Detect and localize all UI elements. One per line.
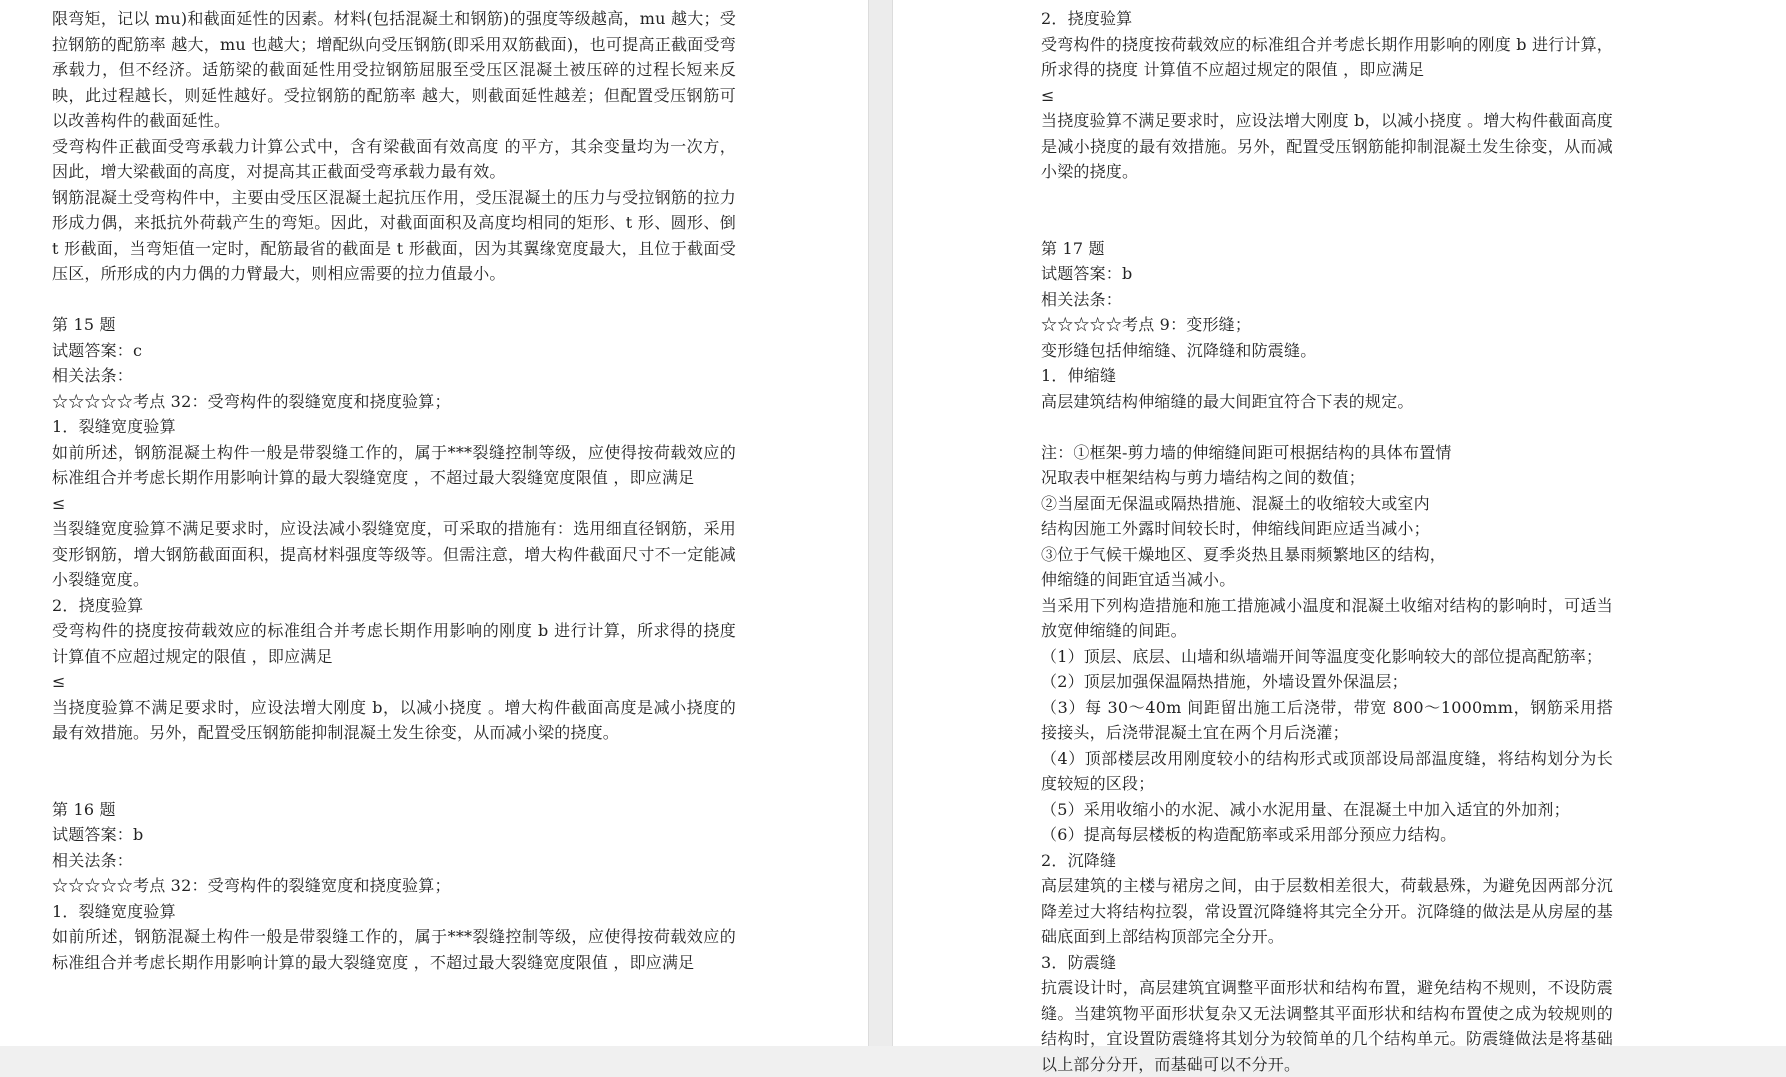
text-line: 高层建筑结构伸缩缝的最大间距宜符合下表的规定。 (1041, 391, 1414, 411)
text-line: ≤ (1041, 85, 1055, 105)
text-line: 结构因施工外露时间较长时，伸缩线间距应适当减小； (1041, 519, 1430, 538)
text-line: ≤ (52, 493, 66, 513)
blank-line (52, 746, 736, 772)
text-line: ≤ (52, 672, 66, 691)
page-left (0, 0, 868, 1046)
text-line: 如前所述，钢筋混凝土构件一般是带裂缝工作的，属于***裂缝控制等级，应使得按荷载效应的标准组合并考虑长期作用影响计算的最大裂缝宽度 ，不超过最大裂缝宽度限值 ，即应满足 (52, 442, 736, 487)
text-line: 试题答案：b (1041, 264, 1133, 283)
text-line: 受弯构件正截面受弯承载力计算公式中，含有梁截面有效高度 的平方，其余变量均为一次方，因此，增大梁截面的高度，对提高其正截面受弯承载力最有效。 (52, 136, 736, 181)
text-line: 相关法条： (52, 366, 134, 385)
text-line: 1．裂缝宽度验算 (52, 901, 176, 921)
text-line: 试题答案：c (52, 340, 143, 360)
blank-line (52, 287, 736, 313)
text-line: 限弯矩，记以 mu)和截面延性的因素。材料(包括混凝土和钢筋)的强度等级越高，mu 越大；受拉钢筋的配筋率 越大，mu 也越大；增配纵向受压钢筋(即采用双筋截面)，也可提高正截面受弯承载力，但不经济。适筋梁的截面延性用受拉钢筋屈服至受压区混凝土被压碎的过程长短来反映，此过程越长，则延性越好。受拉钢筋的配筋率 越大，则截面延性越差；但配置受压钢筋可以改善构件的截面延性。 (52, 9, 736, 130)
text-line: 当裂缝宽度验算不满足要求时，应设法减小裂缝宽度，可采取的措施有：选用细直径钢筋，采用变形钢筋，增大钢筋截面面积，提高材料强度等级等。但需注意，增大构件截面尺寸不一定能减小裂缝宽度。 (52, 519, 736, 589)
text-line: 第 15 题 (52, 315, 116, 334)
text-line: 抗震设计时，高层建筑宜调整平面形状和结构布置，避免结构不规则，不设防震缝。当建筑物平面形状复杂又无法调整其平面形状和结构布置使之成为较规则的结构时，宜设置防震缝将其划分为较简单的几个结构单元。防震缝做法是将基础以上部分分开，而基础可以不分开。 (1041, 978, 1613, 1074)
blank-line (1041, 185, 1613, 211)
text-line: （1）顶层、底层、山墙和纵墙端开间等温度变化影响较大的部位提高配筋率； (1041, 646, 1603, 666)
text-line: 当挠度验算不满足要求时，应设法增大刚度 b，以减小挠度 。增大构件截面高度是减小挠度的最有效措施。另外，配置受压钢筋能抑制混凝土发生徐变，从而减小梁的挠度。 (52, 697, 736, 742)
text-line: 当采用下列构造措施和施工措施减小温度和混凝土收缩对结构的影响时，可适当放宽伸缩缝的间距。 (1041, 595, 1613, 640)
text-line: 试题答案：b (52, 825, 144, 844)
text-line: 相关法条： (52, 850, 134, 870)
text-line: 高层建筑的主楼与裙房之间，由于层数相差很大，荷载悬殊，为避免因两部分沉降差过大将结构拉裂，常设置沉降缝将其完全分开。沉降缝的做法是从房屋的基础底面到上部结构顶部完全分开。 (1041, 876, 1613, 946)
text-line: ☆☆☆☆☆考点 32：受弯构件的裂缝宽度和挠度验算； (52, 876, 451, 895)
text-line: （3）每 30～40m 间距留出施工后浇带，带宽 800～1000mm，钢筋采用搭接接头，后浇带混凝土宜在两个月后浇灌； (1041, 697, 1613, 742)
text-line: 注：①框架-剪力墙的伸缩缝间距可根据结构的具体布置情 (1041, 442, 1452, 462)
text-line: （2）顶层加强保温隔热措施，外墙设置外保温层； (1041, 672, 1408, 691)
text-line: 况取表中框架结构与剪力墙结构之间的数值； (1041, 468, 1366, 487)
text-line: ☆☆☆☆☆考点 32：受弯构件的裂缝宽度和挠度验算； (52, 391, 451, 411)
text-line: ☆☆☆☆☆考点 9：变形缝； (1041, 315, 1252, 334)
text-line: 2．挠度验算 (1041, 9, 1133, 28)
text-line: （4）顶部楼层改用刚度较小的结构形式或顶部设局部温度缝，将结构划分为长度较短的区段； (1041, 748, 1613, 793)
text-line: 受弯构件的挠度按荷载效应的标准组合并考虑长期作用影响的刚度 b 进行计算，所求得的挠度 计算值不应超过规定的限值 ，即应满足 (52, 621, 736, 666)
page-right (893, 0, 1786, 1074)
blank-line (1041, 414, 1613, 440)
text-line: 3．防震缝 (1041, 952, 1117, 972)
left-page-text (52, 6, 736, 975)
text-line: 如前所述，钢筋混凝土构件一般是带裂缝工作的，属于***裂缝控制等级，应使得按荷载效应的标准组合并考虑长期作用影响计算的最大裂缝宽度 ，不超过最大裂缝宽度限值 ，即应满足 (52, 927, 736, 972)
page-gutter (868, 0, 893, 1046)
blank-line (52, 771, 736, 797)
text-line: 相关法条： (1041, 289, 1123, 309)
text-line: 1．裂缝宽度验算 (52, 417, 176, 436)
text-line: ②当屋面无保温或隔热措施、混凝土的收缩较大或室内 (1041, 493, 1430, 513)
text-line: 伸缩缝的间距宜适当减小。 (1041, 570, 1236, 589)
right-page-text (1041, 6, 1613, 1077)
text-line: 1．伸缩缝 (1041, 366, 1117, 385)
text-line: 第 16 题 (52, 799, 116, 819)
text-line: ③位于气候干燥地区、夏季炎热且暴雨频繁地区的结构， (1041, 544, 1447, 564)
text-line: 2．挠度验算 (52, 595, 144, 615)
text-line: （5）采用收缩小的水泥、减小水泥用量、在混凝土中加入适宜的外加剂； (1041, 799, 1570, 819)
text-line: 2．沉降缝 (1041, 850, 1117, 870)
text-line: 钢筋混凝土受弯构件中，主要由受压区混凝土起抗压作用，受压混凝土的压力与受拉钢筋的拉力形成力偶，来抵抗外荷载产生的弯矩。因此，对截面面积及高度均相同的矩形、t 形、圆形、倒 t 形截面，当弯矩值一定时，配筋最省的截面是 t 形截面，因为其翼缘宽度最大，且位于截面受压区，所形成的内力偶的力臂最大，则相应需要的拉力值最小。 (52, 187, 736, 283)
text-line: 受弯构件的挠度按荷载效应的标准组合并考虑长期作用影响的刚度 b 进行计算，所求得的挠度 计算值不应超过规定的限值 ，即应满足 (1041, 34, 1613, 79)
text-line: （6）提高每层楼板的构造配筋率或采用部分预应力结构。 (1041, 825, 1457, 844)
text-line: 当挠度验算不满足要求时，应设法增大刚度 b，以减小挠度 。增大构件截面高度是减小挠度的最有效措施。另外，配置受压钢筋能抑制混凝土发生徐变，从而减小梁的挠度。 (1041, 111, 1613, 181)
text-line: 第 17 题 (1041, 238, 1105, 258)
text-line: 变形缝包括伸缩缝、沉降缝和防震缝。 (1041, 340, 1317, 360)
blank-line (1041, 210, 1613, 236)
